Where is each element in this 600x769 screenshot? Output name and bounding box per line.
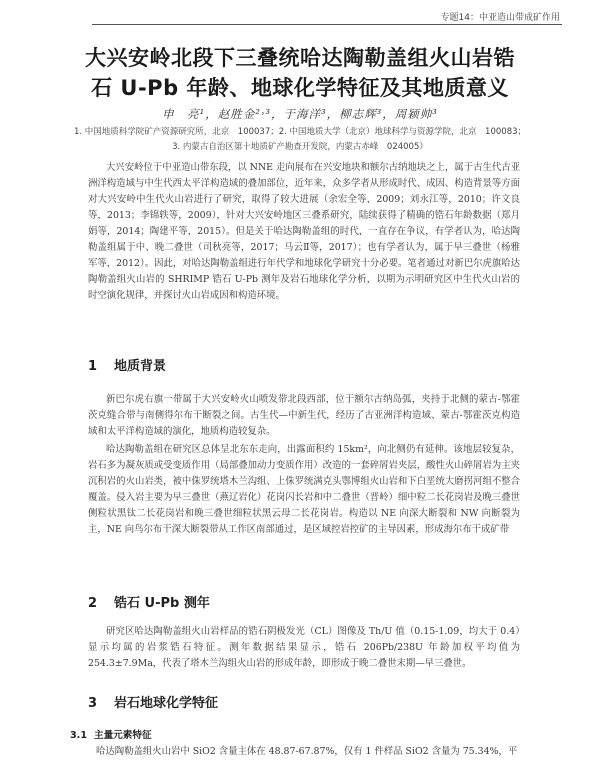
body-paragraph: 新巴尔虎右旗一带属于大兴安岭火山喷发带北段西部，位于额尔古纳岛弧，夹持于北侧的蒙古-鄂霍茨克缝合带与南侧得尔布干断裂之间。古生代—中新生代，经历了古亚洲洋构造域、蒙古-鄂霍茨克构造域和太平洋构造域的演化，地质构造较复杂。 bbox=[88, 394, 520, 437]
subsection-number: 3.1 bbox=[70, 730, 87, 741]
subsection-heading-major-elements bbox=[70, 727, 152, 741]
body-paragraph: 哈达陶勒盖组火山岩中 SiO2 含量主体在 48.87-67.87%，仅有 1 件样品 SiO2 含量为 75.34%，平 bbox=[96, 746, 518, 757]
section-number: 1 bbox=[88, 359, 98, 374]
running-head: 专题14：中亚造山带成矿作用 bbox=[440, 13, 560, 23]
section-title: 岩石地球化学特征 bbox=[114, 696, 219, 711]
body-paragraph: 哈达陶勒盖组在研究区总体呈北东东走向，出露面积约 15km²，向北侧仍有延伸。该地层较复杂，岩石多为凝灰质或受变质作用（局部叠加动力变质作用）改造的一套碎屑岩夹层，酸性火山碎屑岩为主夹沉积岩的火山岩类，被中侏罗统塔木兰沟组、上侏罗统满克头鄂博组火山岩和下白垩统大磨拐河组不整合覆盖。侵入岩主要为早三叠世（燕辽岩化）花岗闪长岩和中二叠世（晋岭）细中粒二长花岗岩及晚三叠世侧粒状黑钛二长花岗岩和晚三叠世细粒状黑云母二长花岗岩。构造以 NE 向深大断裂和 NW 向断裂为主，NE 向鸟尔布干深大断裂带从工作区南部通过，是区域控岩控矿的主导因素，形成海尔布干成矿带 bbox=[88, 444, 520, 535]
section-heading-geochemistry bbox=[88, 692, 218, 711]
section-heading-dating bbox=[88, 592, 210, 611]
subsection-title: 主量元素特征 bbox=[94, 730, 152, 741]
section-number: 2 bbox=[88, 596, 98, 611]
section-title: 锆石 U-Pb 测年 bbox=[114, 596, 210, 611]
affiliation-1: 1. 中国地质科学院矿产资源研究所，北京 100037；2. 中国地质大学（北京）地球科学与资源学院，北京 100083； bbox=[73, 127, 527, 137]
paper-title-line-2: 石 U-Pb 年龄、地球化学特征及其地质意义 bbox=[91, 76, 509, 100]
section-number: 3 bbox=[88, 696, 98, 711]
section-title: 地质背景 bbox=[114, 359, 167, 374]
header-divider bbox=[92, 24, 562, 25]
affiliation-2: 3. 内蒙古自治区第十地质矿产勘查开发院，内蒙古赤峰 024005） bbox=[172, 142, 428, 152]
section-heading-geology bbox=[88, 355, 166, 374]
author-list: 申 亮¹，赵胜金²˒³，于海洋³，柳志辉³，周颖帅³ bbox=[162, 107, 438, 121]
abstract-paragraph: 大兴安岭位于中亚造山带东段，以 NNE 走向展布在兴安地块和额尔古纳地块之上，属于古生代古亚洲洋构造域与中生代西太平洋构造域的叠加部位，近年来，众多学者从形成时代、成因、构造背景等方面对大兴安岭中生代火山岩进行了研究，取得了较大进展（余宏全等，2009；刘永江等，2010；许文良等，2013；李锦轶等，2009），针对大兴安岭地区三叠系研究，陆续获得了精确的锆石年龄数据（郑月娟等，2014；陶建平等，2015）。但是关于哈达陶勒盖组的时代，一直存在争议，有学者认为，哈达陶勒盖组属于中、晚二叠世（司秋亮等，2017；马云Ⅱ等，2017）；也有学者认为，属于早三叠世（杨雅军等，2012）。因此，对哈达陶勒盖组进行年代学和地球化学研究十分必要。笔者通过对新巴尔虎旗哈达陶勒盖组火山岩的 SHRIMP 锆石 U-Pb 测年及岩石地球化学分析，以期为示明研究区中生代火山岩的时空演化规律，并探讨火山岩成因和构造环境。 bbox=[88, 162, 520, 301]
body-paragraph: 研究区哈达陶勒盖组火山岩样品的锆石阴极发光（CL）图像及 Th/U 值（0.15-1.09，均大于 0.4）显示均属的岩浆锆石特征。测年数据结果显示，锆石 206Pb/238U 年龄加权平均值为 254.3±7.9Ma，代表了塔木兰沟组火山岩的形成年龄，即形成于晚二叠世末期—早三叠世。 bbox=[88, 626, 520, 669]
paper-title-line-1: 大兴安岭北段下三叠统哈达陶勒盖组火山岩锆 bbox=[85, 46, 515, 70]
